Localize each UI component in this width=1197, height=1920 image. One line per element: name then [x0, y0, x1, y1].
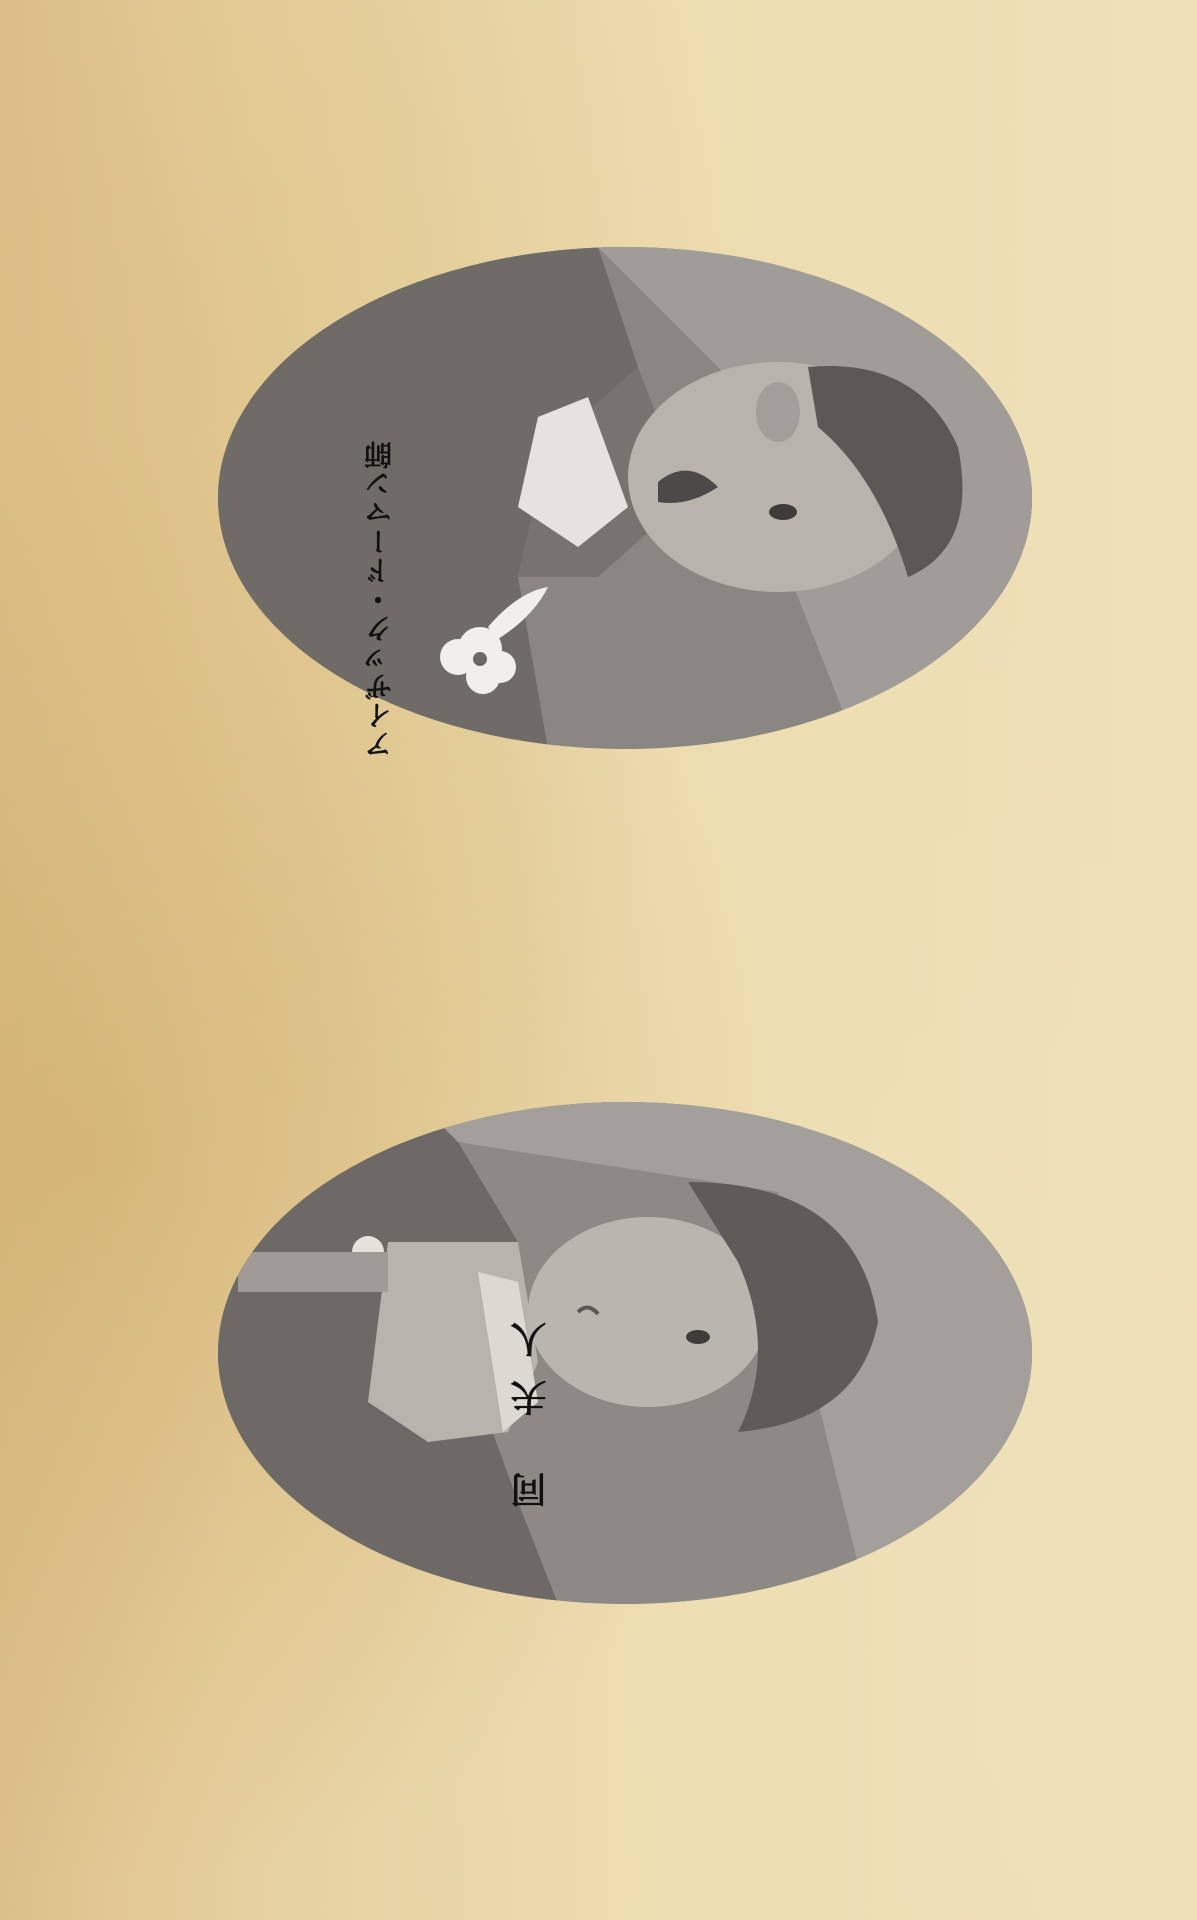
- portrait-reverend: [218, 247, 1032, 749]
- portrait-wife-image: [218, 1102, 1032, 1604]
- caption-reverend: アイザック・ドーマン師: [363, 440, 396, 759]
- portrait-wife: [218, 1102, 1032, 1604]
- portrait-reverend-image: [218, 247, 1032, 749]
- caption-wife: 同 夫人: [510, 1300, 552, 1509]
